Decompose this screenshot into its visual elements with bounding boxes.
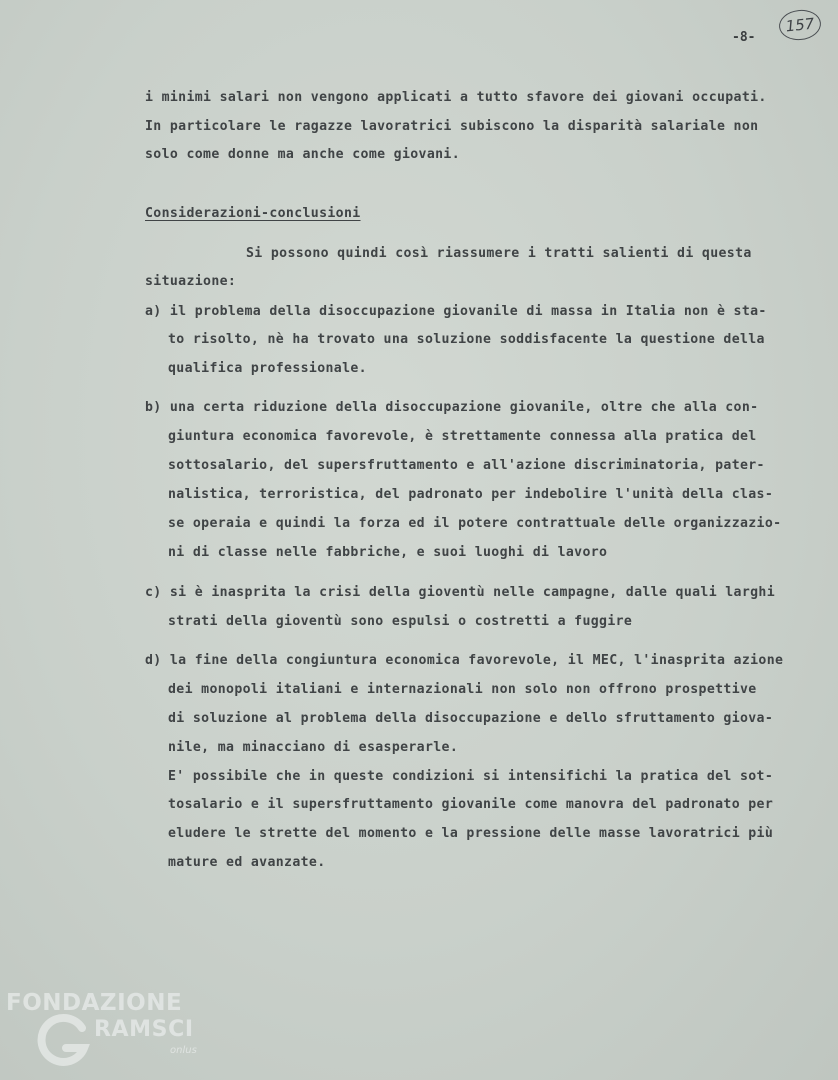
text-line: se operaia e quindi la forza ed il potere contrattuale delle organizzazio- [168,516,782,531]
list-item-a: a) il problema della disoccupazione giovanile di massa in Italia non è sta- [145,304,767,319]
text-line: ni di classe nelle fabbriche, e suoi luoghi di lavoro [168,545,608,560]
text-line: nile, ma minacciano di esasperarle. [168,740,459,755]
text-line: Si possono quindi così riassumere i tratti salienti di questa [246,246,752,261]
list-item-c: c) si è inasprita la crisi della gioventù nelle campagne, dalle quali larghi [145,585,776,600]
text-line: dei monopoli italiani e internazionali non solo non offrono prospettive [168,682,757,697]
text-line: eludere le strette del momento e la pressione delle masse lavoratrici più [168,826,774,841]
text-line: to risolto, nè ha trovato una soluzione soddisfacente la questione della [168,332,765,347]
text-line: tosalario e il supersfruttamento giovanile come manovra del padronato per [168,797,774,812]
text-line: nalistica, terroristica, del padronato per indebolire l'unità della clas- [168,487,774,502]
text-line: solo come donne ma anche come giovani. [145,147,461,162]
archive-number: 157 [784,14,816,36]
text-line: strati della gioventù sono espulsi o costretti a fuggire [168,614,633,629]
watermark-line3: onlus [170,1045,197,1056]
text-line: E' possibile che in queste condizioni si intensifichi la pratica del sot- [168,769,774,784]
list-item-d: d) la fine della congiuntura economica favorevole, il MEC, l'inasprita azione [145,653,784,668]
page-number: -8- [732,30,756,45]
text-line: mature ed avanzate. [168,855,326,870]
text-line: i minimi salari non vengono applicati a tutto sfavore dei giovani occupati. [145,90,767,105]
archive-number-stamp [778,8,823,42]
text-line: giuntura economica favorevole, è strettamente connessa alla pratica del [168,429,757,444]
watermark-line2: RAMSCI [94,1017,194,1042]
text-line: situazione: [145,274,237,289]
text-line: di soluzione al problema della disoccupazione e dello sfruttamento giova- [168,711,774,726]
section-heading: Considerazioni-conclusioni [145,206,361,221]
gramsci-g-logo-icon [36,1010,94,1068]
list-item-b: b) una certa riduzione della disoccupazione giovanile, oltre che alla con- [145,400,759,415]
text-line: In particolare le ragazze lavoratrici subiscono la disparità salariale non [145,119,759,134]
fondazione-gramsci-watermark [6,990,216,1075]
text-line: sottosalario, del supersfruttamento e all'azione discriminatoria, pater- [168,458,765,473]
text-line: qualifica professionale. [168,361,367,376]
watermark-line1: FONDAZIONE [6,990,183,1016]
